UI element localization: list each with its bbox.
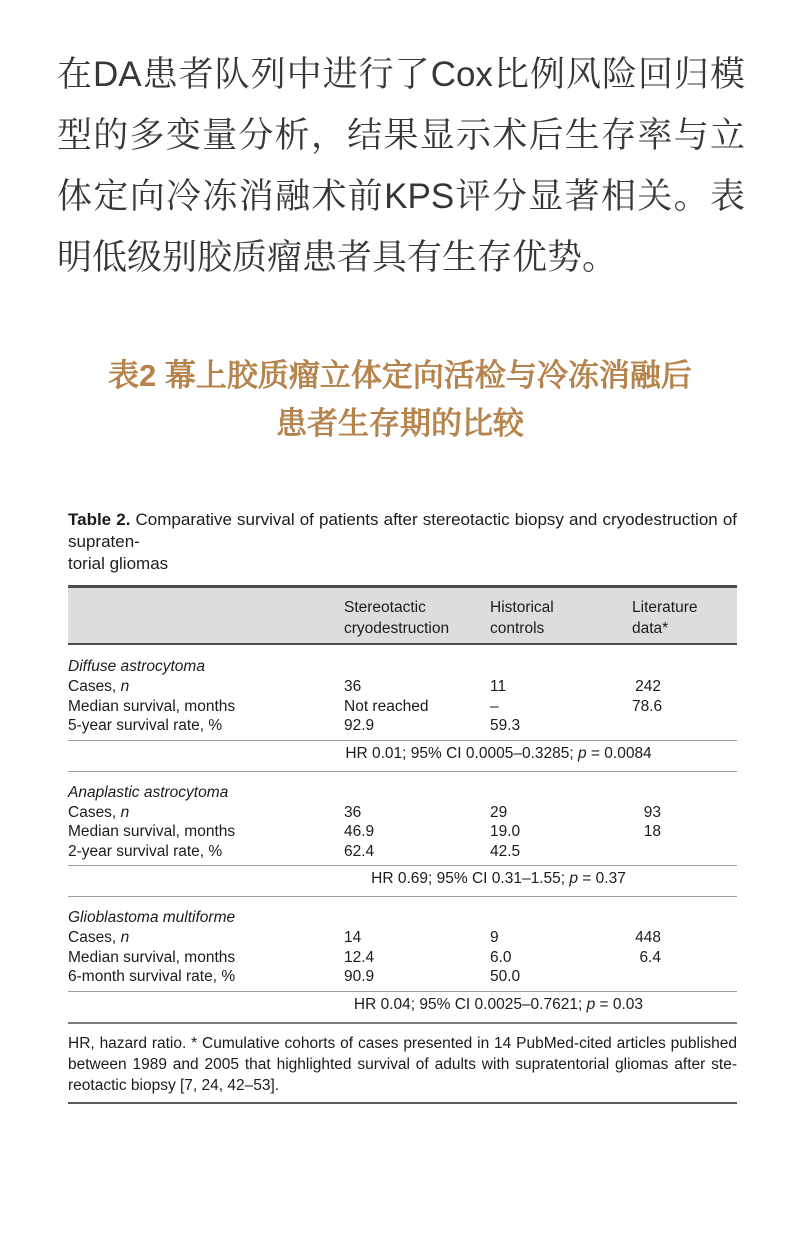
cell-literature: 448: [635, 929, 661, 946]
row-label: Median survival, months: [68, 823, 236, 840]
footnote-line: between 1989 and 2005 that highlighted survival of adults with supratentorial gliomas after ste-: [68, 1055, 737, 1073]
row-label: 5-year survival rate, %: [68, 717, 223, 734]
cell-literature: 93: [643, 803, 661, 821]
cell-cryodestruction: 46.9: [344, 823, 375, 840]
cell-historical: 19.0: [490, 823, 521, 840]
table-header-row: [68, 585, 737, 645]
row-label: 2-year survival rate, %: [68, 842, 223, 860]
cell-literature: 6.4: [639, 948, 661, 966]
table-row: [68, 967, 737, 987]
row-label: 6-month survival rate, %: [68, 968, 236, 985]
footnote-line: reotactic biopsy [7, 24, 42–53].: [68, 1076, 280, 1094]
table-row: [68, 948, 737, 968]
cell-cryodestruction: 12.4: [344, 948, 375, 966]
hazard-ratio-note: HR 0.69; 95% CI 0.31–1.55; p = 0.37: [371, 870, 626, 887]
table-row: [68, 822, 737, 842]
table-caption-chinese-line2: 患者生存期的比较: [276, 406, 524, 441]
table2-figure: [68, 509, 737, 1104]
table-footnote: [68, 1033, 737, 1096]
cell-literature: [632, 716, 737, 736]
divider: [68, 771, 737, 772]
table-row: [68, 842, 737, 862]
cell-literature: 78.6: [632, 697, 663, 715]
table-row: [68, 716, 737, 736]
table-caption-chinese-line1: 表2 幕上胶质瘤立体定向活检与冷冻消融后: [108, 358, 692, 393]
cell-cryodestruction: 62.4: [344, 842, 375, 860]
hazard-ratio-note: HR 0.04; 95% CI 0.0025–0.7621; p = 0.03: [353, 995, 644, 1013]
intro-paragraph: [57, 44, 745, 288]
intro-line: 体定向冷冻消融术前KPS评分显著相关。表: [57, 177, 745, 216]
caption-text: Comparative survival of patients after stereotactic biopsy and cryodestruction of supraten-: [68, 510, 738, 551]
section-glioblastoma-multiforme: [68, 908, 737, 1024]
divider: [68, 896, 737, 897]
cell-literature: 18: [643, 823, 661, 840]
cell-cryodestruction: Not reached: [344, 697, 429, 715]
row-label: Median survival, months: [68, 948, 236, 966]
cell-literature: [632, 967, 737, 987]
cell-literature: [632, 842, 737, 862]
cell-historical: 11: [490, 678, 507, 695]
table-row: [68, 677, 737, 697]
hazard-ratio-note: HR 0.01; 95% CI 0.0005–0.3285; p = 0.0084: [345, 744, 652, 762]
table-row: [68, 803, 737, 823]
table-caption-chinese: [0, 352, 800, 448]
row-label: Cases, n: [68, 929, 130, 946]
cell-historical: 42.5: [490, 842, 521, 860]
cell-historical: 59.3: [490, 717, 521, 734]
cell-literature: 242: [635, 678, 661, 695]
cell-cryodestruction: 92.9: [344, 717, 375, 734]
header-stereotactic-cryodestruction: Stereotactic cryodestruction: [344, 599, 450, 637]
section-heading: Anaplastic astrocytoma: [68, 783, 229, 801]
cell-cryodestruction: 90.9: [344, 968, 375, 985]
divider: [68, 1022, 737, 1024]
header-historical-controls: Historical controls: [490, 599, 554, 637]
section-diffuse-astrocytoma: [68, 657, 737, 772]
row-label: Cases, n: [68, 803, 130, 821]
table2-label: Table 2.: [68, 510, 131, 529]
table-row: [68, 928, 737, 948]
section-anaplastic-astrocytoma: [68, 783, 737, 898]
cell-historical: –: [490, 697, 499, 715]
caption-line1: [68, 509, 737, 553]
cell-cryodestruction: 36: [344, 678, 362, 695]
header-empty-cell: [68, 597, 344, 643]
row-label: Median survival, months: [68, 697, 236, 715]
row-label: Cases, n: [68, 678, 130, 695]
cell-historical: 6.0: [490, 948, 512, 966]
table2-english-caption: [68, 509, 737, 575]
section-heading: Glioblastoma multiforme: [68, 909, 236, 926]
footnote-line: HR, hazard ratio. * Cumulative cohorts of cases presented in 14 PubMed-cited articles published: [68, 1034, 737, 1052]
header-literature-data: Literature data*: [632, 599, 698, 637]
intro-line: 型的多变量分析，结果显示术后生存率与立: [57, 116, 745, 155]
table-row: [68, 697, 737, 717]
cell-historical: 50.0: [490, 968, 521, 985]
cell-cryodestruction: 36: [344, 803, 362, 821]
section-heading: Diffuse astrocytoma: [68, 658, 205, 675]
figure-bottom-rule: [68, 1102, 737, 1104]
cell-historical: 29: [490, 803, 508, 821]
caption-line2: torial gliomas: [68, 554, 169, 573]
cell-historical: 9: [490, 929, 499, 946]
intro-line: 明低级别胶质瘤患者具有生存优势。: [57, 238, 618, 277]
cell-cryodestruction: 14: [344, 929, 362, 946]
intro-line: 在DA患者队列中进行了Cox比例风险回归模: [57, 55, 745, 94]
